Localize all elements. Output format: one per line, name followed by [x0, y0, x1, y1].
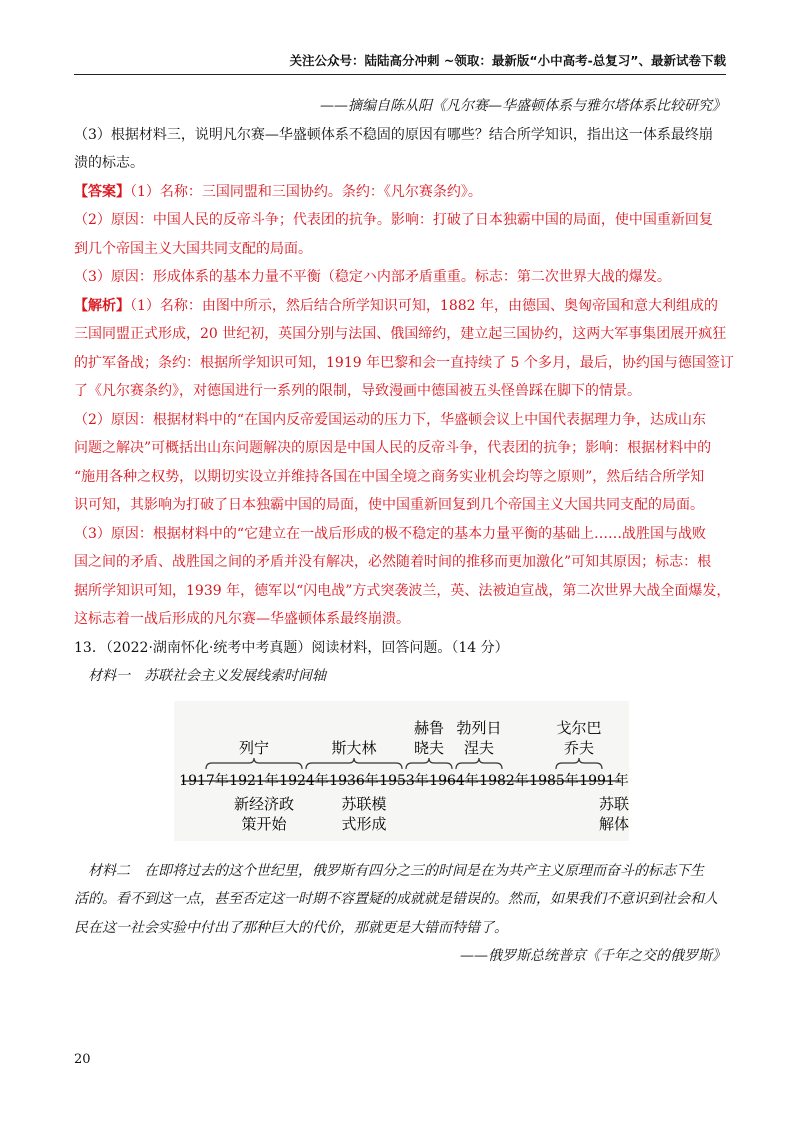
timeline-event-label: 苏联模	[341, 794, 387, 813]
timeline-year-label: 1917年	[179, 772, 229, 789]
timeline-event-label: 策开始	[241, 814, 287, 833]
material-1-title: 材料一 苏联社会主义发展线索时间轴	[88, 668, 326, 684]
analysis-line-7: “施用各种之权势，以期切实设立并维持各国在中国全境之商务实业机会均等之原则”，然后结合所学知	[74, 468, 705, 485]
question-3-line-1: （3）根据材料三，说明凡尔赛—华盛顿体系不稳固的原因有哪些？结合所学知识，指出这一体系最终崩	[74, 126, 713, 143]
answer-line-1	[74, 178, 726, 207]
answer-part-1: （1）名称：三国同盟和三国协约。条约：《凡尔赛条约》。	[130, 183, 482, 200]
timeline-event-label: 新经济政	[233, 794, 295, 813]
answer-part-2a: （2）原因：中国人民的反帝斗争；代表团的抗争。影响：打破了日本独霸中国的局面，使中国重新回复	[74, 212, 713, 228]
timeline-year-label: 1982年	[479, 772, 529, 789]
analysis-line-6: 问题之解决”可概括出山东问题解决的原因是中国人民的反帝斗争，代表团的抗争；影响：根据材料中的	[74, 440, 712, 456]
header-text: 关注公众号：陆陆高分冲刺 ~领取：最新版“小中高考-总复习”、最新试卷下载	[289, 53, 726, 68]
analysis-text-1: （1）名称：由图中所示，然后结合所学知识可知，1882 年，由德国、奥匈帝国和意大利组成的	[130, 297, 718, 314]
timeline-year-label: 1985年	[529, 772, 579, 789]
timeline-event-label: 苏联	[598, 794, 629, 813]
timeline-year-label: 1953年	[379, 772, 429, 789]
leader-name: 晓夫	[413, 738, 445, 757]
leader-name: 涅夫	[463, 738, 495, 757]
analysis-line-12: 这标志着一战后形成的凡尔赛—华盛顿体系最终崩溃。	[74, 611, 410, 627]
answer-part-3: （3）原因：形成体系的基本力量不平衡（稳定ハ内部矛盾重重。标志：第二次世界大战的爆发。	[74, 269, 671, 285]
analysis-line-9: （3）原因：根据材料中的“它建立在一战后形成的极不稳定的基本力量平衡的基础上……战胜国与战败	[74, 525, 707, 542]
soviet-timeline-figure	[174, 701, 629, 841]
material-2-line-1: 材料二 在即将过去的这个世纪里，俄罗斯有四分之三的时间是在为共产主义原理而奋斗的标志下生	[88, 862, 704, 879]
timeline-event-label: 式形成	[341, 814, 387, 833]
analysis-tag: 【解析】	[74, 297, 130, 314]
analysis-line-3: 的扩军备战；条约：根据所学知识可知，1919 年巴黎和会一直持续了 5 个多月，最后，协约国与德国签订	[74, 354, 734, 371]
source-citation-1: ——摘编自陈从阳《凡尔赛—华盛顿体系与雅尔塔体系比较研究》	[320, 98, 726, 114]
analysis-line-5: （2）原因：根据材料中的“在国内反帝爱国运动的压力下，华盛顿会议上中国代表据理力争，达成山东	[74, 411, 707, 428]
leader-name: 列宁	[238, 738, 270, 757]
timeline-year-label: 1921年	[229, 772, 279, 789]
timeline-year-label: 1991年	[579, 772, 629, 789]
timeline-year-label: 1936年	[329, 772, 379, 789]
analysis-line-4: 了《凡尔赛条约》，对德国进行一系列的限制，导致漫画中德国被五头怪兽踩在脚下的情景。	[74, 383, 641, 399]
question-3-line-2: 溃的标志。	[74, 155, 144, 171]
leader-name: 乔夫	[563, 738, 595, 757]
leader-name: 戈尔巴	[556, 718, 602, 737]
analysis-line-10: 国之间的矛盾、战胜国之间的矛盾并没有解决，必然随着时间的推移而更加激化”可知其原因；标志：根	[74, 554, 712, 570]
leader-name: 赫鲁	[413, 718, 445, 737]
analysis-line-2: 三国同盟正式形成，20 世纪初，英国分别与法国、俄国缔约，建立起三国协约，这两大军事集团展开疯狂	[74, 326, 727, 342]
analysis-line-11: 据所学知识可知，1939 年，德军以“闪电战”方式突袭波兰，英、法被迫宣战，第二次世界大战全面爆发，	[74, 582, 731, 599]
page-number: 20	[74, 1052, 91, 1067]
analysis-line-8: 识可知，其影响为打破了日本独霸中国的局面，使中国重新回复到几个帝国主义大国共同支配的局面。	[74, 497, 704, 513]
timeline-year-label: 1924年	[279, 772, 329, 789]
question-13-title: 13．（2022·湖南怀化·统考中考真题）阅读材料，回答问题。（14 分）	[74, 639, 509, 656]
material-2-line-3: 民在这一社会实验中付出了那种巨大的代价，那就更是大错而特错了。	[74, 919, 508, 936]
timeline-event-label: 解体	[598, 814, 629, 833]
answer-part-2b: 到几个帝国主义大国共同支配的局面。	[74, 240, 312, 257]
timeline-year-label: 1964年	[429, 772, 479, 789]
timeline-svg	[174, 701, 629, 841]
analysis-line-1	[74, 292, 726, 321]
page-header	[74, 50, 726, 75]
answer-tag: 【答案】	[74, 183, 130, 200]
material-2-line-2: 活的。看不到这一点，甚至否定这一时期不容置疑的成就就是错误的。然而，如果我们不意识到社会和人	[74, 891, 718, 907]
page-content	[74, 92, 734, 971]
leader-name: 勃列日	[456, 718, 502, 737]
source-citation-2: ——俄罗斯总统普京《千年之交的俄罗斯》	[460, 948, 726, 964]
leader-name: 斯大林	[331, 738, 377, 757]
